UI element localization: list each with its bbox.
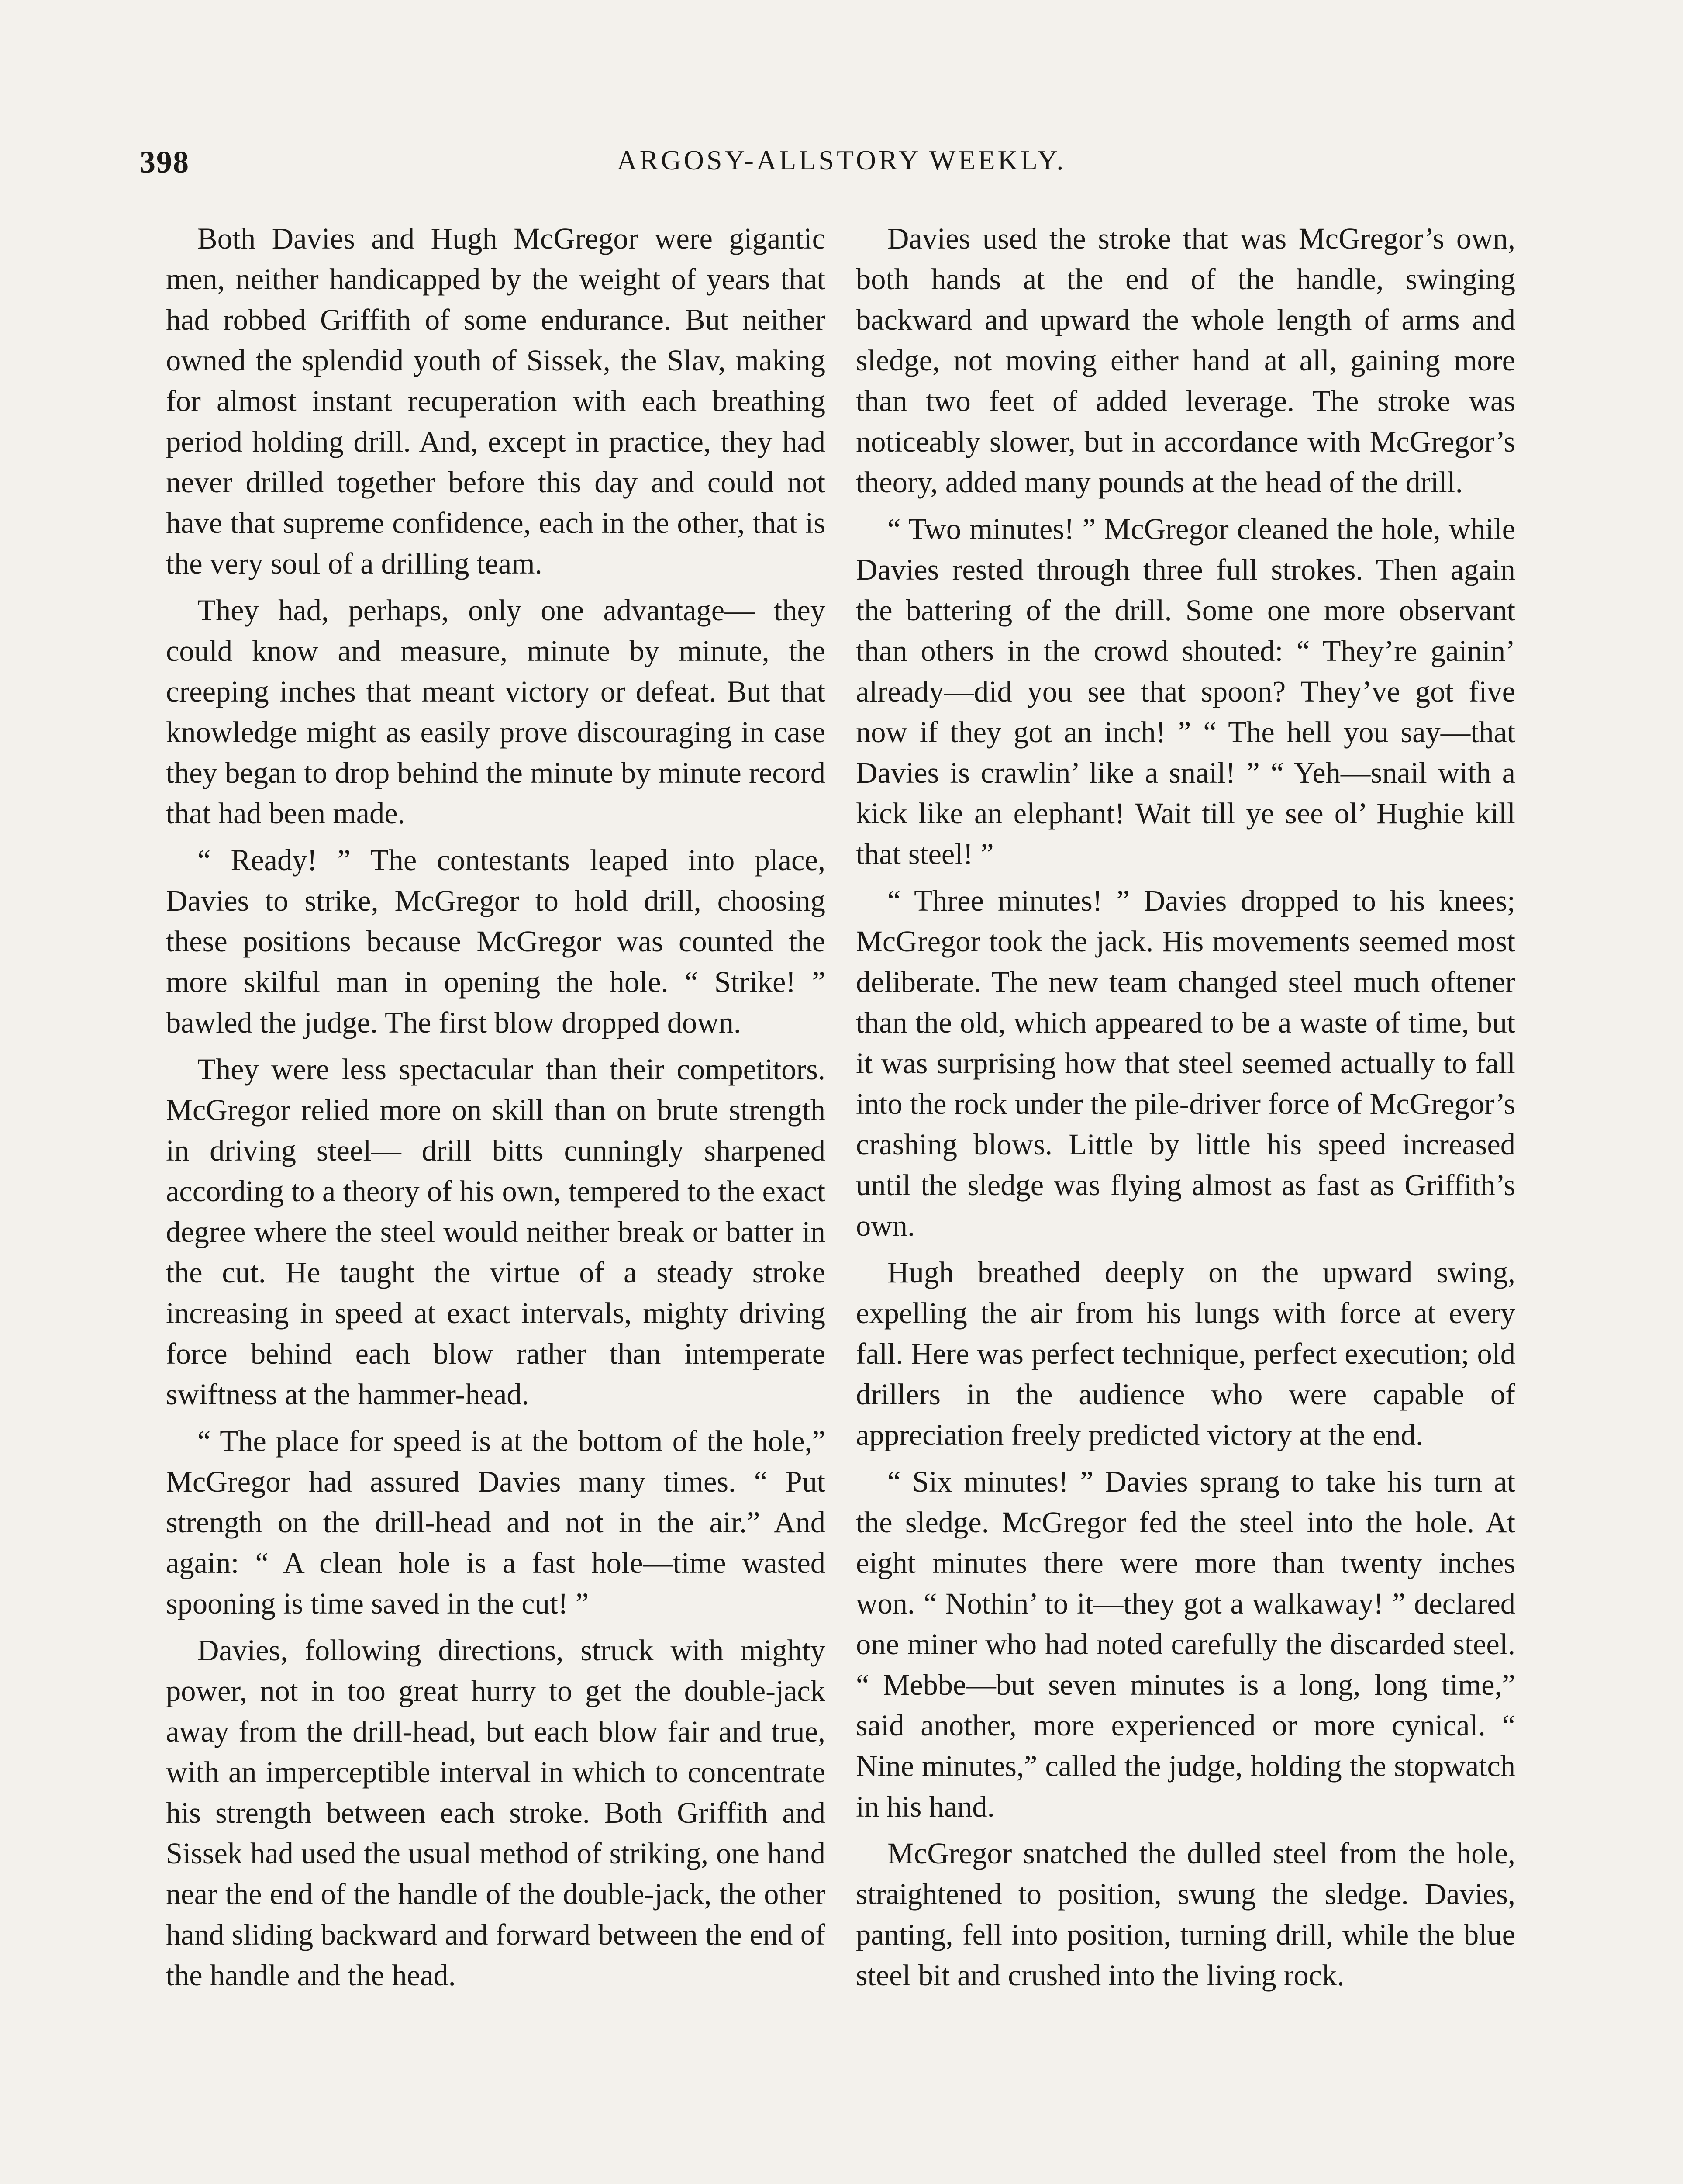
paragraph: Both Davies and Hugh McGregor were gigantic men, neither handicapped by the weight of years that had robbed Griffith of some endurance. But neither owned the splendid youth of Sissek, the Slav, making for almost instant recuperation with each breathing period holding drill. And, except in practice, they had never drilled together before this day and could not have that supreme confidence, each in the other, that is the very soul of a drilling team.	[166, 222, 825, 580]
page-number: 398	[140, 145, 190, 180]
paragraph: Davies used the stroke that was McGregor’s own, both hands at the end of the handle, swinging backward and upward the whole length of arms and sledge, not moving either hand at all, gaining more than two feet of added leverage. The stroke was noticeably slower, but in accordance with McGregor’s theory, added many pounds at the head of the drill.	[856, 222, 1515, 499]
paragraph: McGregor snatched the dulled steel from the hole, straightened to position, swung the sledge. Davies, panting, fell into position, turning drill, while the blue steel bit and crushed into the living rock.	[856, 1837, 1515, 1992]
paragraph: “ Two minutes! ” McGregor cleaned the hole, while Davies rested through three full strokes. Then again the battering of the drill. Some one more observant than others in the crowd shouted: “ They’re gainin’ already—did you see that spoon? They’ve got five now if they got an inch! ” “ The hell you say—that Davies is crawlin’ like a snail! ” “ Yeh—snail with a kick like an elephant! Wait till ye see ol’ Hughie kill that steel! ”	[856, 512, 1515, 871]
paragraph: Davies, following directions, struck with mighty power, not in too great hurry to get the double-jack away from the drill-head, but each blow fair and true, with an imperceptible interval in which to concentrate his strength between each stroke. Both Griffith and Sissek had used the usual method of striking, one hand near the end of the handle of the double-jack, the other hand sliding backward and forward between the end of the handle and the head.	[166, 1634, 825, 1992]
left-column	[166, 218, 825, 2002]
paragraph: “ Six minutes! ” Davies sprang to take his turn at the sledge. McGregor fed the steel into the hole. At eight minutes there were more than twenty inches won. “ Nothin’ to it—they got a walkaway! ” declared one miner who had noted carefully the discarded steel. “ Mebbe—but seven minutes is a long, long time,” said another, more experienced or more cynical. “ Nine minutes,” called the judge, holding the stopwatch in his hand.	[856, 1465, 1515, 1823]
paragraph: They were less spectacular than their competitors. McGregor relied more on skill than on brute strength in driving steel— drill bitts cunningly sharpened according to a theory of his own, tempered to the exact degree where the steel would neither break or batter in the cut. He taught the virtue of a steady stroke increasing in speed at exact intervals, mighty driving force behind each blow rather than intemperate swiftness at the hammer-head.	[166, 1053, 825, 1411]
right-column	[856, 218, 1515, 2002]
paragraph: Hugh breathed deeply on the upward swing, expelling the air from his lungs with force at every fall. Here was perfect technique, perfect execution; old drillers in the audience who were capable of appreciation freely predicted victory at the end.	[856, 1256, 1515, 1451]
running-head: ARGOSY-ALLSTORY WEEKLY.	[617, 145, 1066, 176]
paragraph: They had, perhaps, only one advantage— they could know and measure, minute by minute, the creeping inches that meant victory or defeat. But that knowledge might as easily prove discouraging in case they began to drop behind the minute by minute record that had been made.	[166, 594, 825, 830]
paragraph: “ Ready! ” The contestants leaped into place, Davies to strike, McGregor to hold drill, choosing these positions because McGregor was counted the more skilful man in opening the hole. “ Strike! ” bawled the judge. The first blow dropped down.	[166, 843, 825, 1039]
paragraph: “ Three minutes! ” Davies dropped to his knees; McGregor took the jack. His movements seemed most deliberate. The new team changed steel much oftener than the old, which appeared to be a waste of time, but it was surprising how that steel seemed actually to fall into the rock under the pile-driver force of McGregor’s crashing blows. Little by little his speed increased until the sledge was flying almost as fast as Griffith’s own.	[856, 884, 1515, 1242]
paragraph: “ The place for speed is at the bottom of the hole,” McGregor had assured Davies many times. “ Put strength on the drill-head and not in the air.” And again: “ A clean hole is a fast hole—time wasted spooning is time saved in the cut! ”	[166, 1424, 825, 1620]
